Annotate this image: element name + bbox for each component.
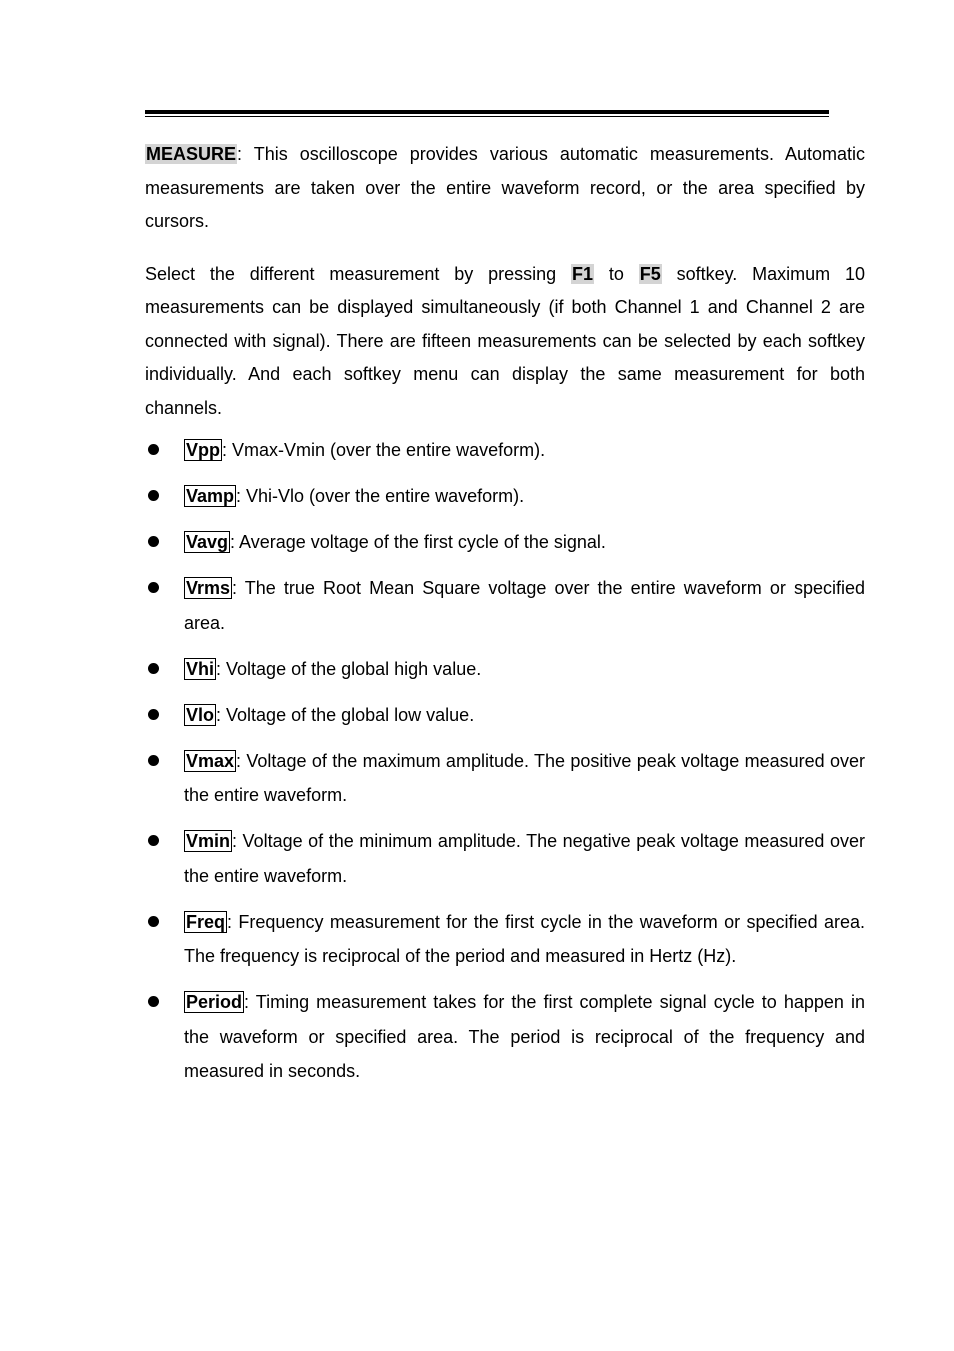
list-item-vmin — [145, 824, 865, 893]
measurement-desc: : Vhi-Vlo (over the entire waveform). — [236, 486, 525, 506]
select-text-3: softkey. Maximum 10 measurements can be displayed simultaneously (if both Channel 1 and Channel 2 are connected with signal). There are fifteen measurements can be selected by each softkey individually. And each softkey menu can display the same measurement for both channels. — [145, 263, 866, 418]
measurement-desc: : Frequency measurement for the first cycle in the waveform or specified area. The frequency is reciprocal of the period and measured in Hertz (Hz). — [184, 911, 865, 966]
measurement-key: Vlo — [186, 704, 215, 725]
measurement-key: Vpp — [186, 440, 220, 460]
measurement-key: Vmin — [186, 831, 231, 851]
bullet-icon — [148, 663, 159, 674]
list-item-vmax — [145, 744, 865, 813]
measurement-desc: : Average voltage of the first cycle of the signal. — [230, 532, 606, 552]
bullet-icon — [148, 709, 159, 720]
bullet-icon — [148, 444, 159, 455]
measure-intro-paragraph — [145, 138, 865, 239]
list-item-vamp — [145, 479, 865, 514]
measurement-desc: : Voltage of the minimum amplitude. The negative peak voltage measured over the entire waveform. — [184, 831, 865, 886]
document-body — [145, 138, 865, 1100]
list-item-freq — [145, 905, 865, 974]
measure-key-label: MEASURE — [146, 144, 237, 164]
list-item-period — [145, 985, 865, 1089]
measurement-desc: : Voltage of the global low value. — [216, 704, 475, 725]
bullet-icon — [148, 916, 159, 927]
measurement-key: Period — [186, 992, 243, 1012]
select-paragraph — [145, 258, 865, 426]
measurement-desc: : Timing measurement takes for the first complete signal cycle to happen in the waveform or specified area. The period is reciprocal of the frequency and measured in seconds. — [184, 992, 865, 1081]
measurement-desc: : The true Root Mean Square voltage over the entire waveform or specified area. — [184, 578, 865, 633]
list-item-vlo — [145, 698, 865, 733]
bullet-icon — [148, 835, 159, 846]
bullet-icon — [148, 582, 159, 593]
list-item-vavg — [145, 525, 865, 560]
measurement-key: Vhi — [186, 658, 215, 679]
measurement-key: Vmax — [186, 750, 235, 771]
measurement-list — [145, 433, 865, 1089]
list-item-vpp — [145, 433, 865, 468]
measurement-desc: : Voltage of the global high value. — [216, 658, 482, 679]
measurement-key: Vamp — [186, 486, 235, 506]
list-item-vrms — [145, 571, 865, 640]
measurement-key: Freq — [186, 911, 226, 932]
header-rule-thin — [145, 116, 829, 117]
measurement-key: Vrms — [186, 578, 231, 598]
bullet-icon — [148, 755, 159, 766]
measure-intro-text: : This oscilloscope provides various automatic measurements. Automatic measurements are taken over the entire waveform record, or the area specified by cursors. — [145, 144, 865, 231]
list-item-vhi — [145, 652, 865, 687]
f1-key-label: F1 — [571, 263, 593, 284]
select-text-2: to — [594, 263, 639, 284]
bullet-icon — [148, 996, 159, 1007]
header-rule — [145, 110, 829, 114]
bullet-icon — [148, 536, 159, 547]
measurement-key: Vavg — [186, 532, 229, 552]
f5-key-label: F5 — [639, 263, 661, 284]
measurement-desc: : Vmax-Vmin (over the entire waveform). — [222, 440, 546, 460]
bullet-icon — [148, 490, 159, 501]
select-text-1: Select the different measurement by pressing — [145, 263, 571, 284]
measurement-desc: : Voltage of the maximum amplitude. The positive peak voltage measured over the entire waveform. — [184, 750, 865, 805]
